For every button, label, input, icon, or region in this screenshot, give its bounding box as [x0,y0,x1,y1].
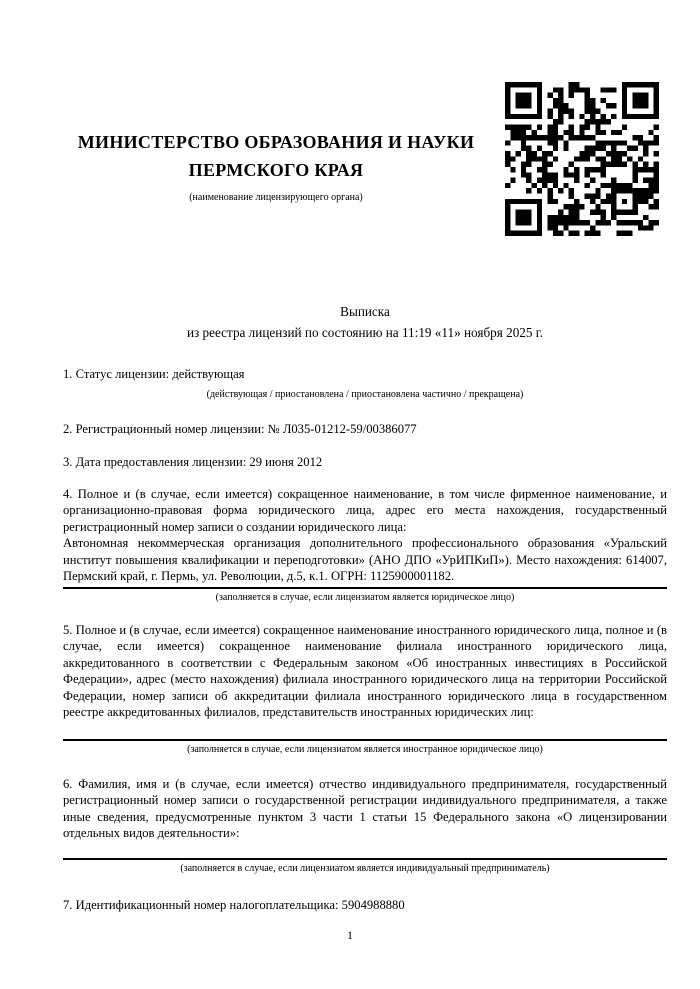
field-license-grant-date: 3. Дата предоставления лицензии: 29 июня 2012 [63,455,323,469]
field-legal-entity-label: 4. Полное и (в случае, если имеется) сокращенное наименование, в том числе фирменное наименование, и организационно-правовая форма юридического лица, адрес его места нахождения, государственный регистрационный номер записи о создании юридического лица: [63,487,667,534]
qr-code-icon [505,82,659,236]
note-legal-entity: (заполняется в случае, если лицензиатом является юридическое лицо) [215,592,515,603]
field-registration-number: 2. Регистрационный номер лицензии: № Л035-01212-59/00386077 [63,422,417,436]
field-license-status: 1. Статус лицензии: действующая [63,367,245,381]
page-number: 1 [347,928,353,942]
field-legal-entity [63,486,667,584]
note-individual-entrepreneur: (заполняется в случае, если лицензиатом является индивидуальный предприниматель) [180,863,550,874]
licensing-authority-header [70,128,482,204]
field-license-status-variants: (действующая / приостановлена / приостановлена частично / прекращена) [206,389,524,400]
field-taxpayer-id: 7. Идентификационный номер налогоплательщика: 5904988880 [63,898,405,912]
underline-foreign-legal-entity [63,739,667,741]
underline-individual-entrepreneur [63,858,667,860]
field-legal-entity-value: Автономная некоммерческая организация дополнительного профессионального образования «Уральский институт повышения квалификации и переподготовки» (АНО ДПО «УрИПКиП»). Место нахождения: 614007, Пермский край, г. Пермь, ул. Революции, д.5, к.1. ОГРН: 1125900001182. [63,536,667,584]
document-title-line1: Выписка [340,304,390,319]
ministry-name-line2: ПЕРМСКОГО КРАЯ [188,160,364,180]
licensing-authority-caption: (наименование лицензирующего органа) [189,192,363,203]
document-title [63,301,667,343]
field-foreign-legal-entity: 5. Полное и (в случае, если имеется) сокращенное наименование иностранного юридического лица, полное и (в случае, если имеется) сокращенное наименование филиала иностранного юридического лица, аккредитованного в соответствии с Федеральным законом «Об иностранных инвестициях в Российской Федерации», адрес (место нахождения) филиала иностранного юридического лица на территории Российской Федерации, номер записи об аккредитации филиала иностранного юридического лица в государственном реестре аккредитованных филиалов, представительств иностранных юридических лиц: [63,623,667,720]
note-foreign-legal-entity: (заполняется в случае, если лицензиатом является иностранное юридическое лицо) [187,744,543,755]
document-title-line2: из реестра лицензий по состоянию на 11:19 «11» ноября 2025 г. [186,325,544,340]
underline-legal-entity [63,587,667,589]
ministry-name-line1: МИНИСТЕРСТВО ОБРАЗОВАНИЯ И НАУКИ [77,132,475,152]
field-individual-entrepreneur: 6. Фамилия, имя и (в случае, если имеется) отчество индивидуального предпринимателя, государственный регистрационный номер записи о государственной регистрации индивидуального предпринимателя, а также иные сведения, предусмотренные пунктом 3 части 1 статьи 15 Федерального закона «О лицензировании отдельных видов деятельности»: [63,777,667,841]
